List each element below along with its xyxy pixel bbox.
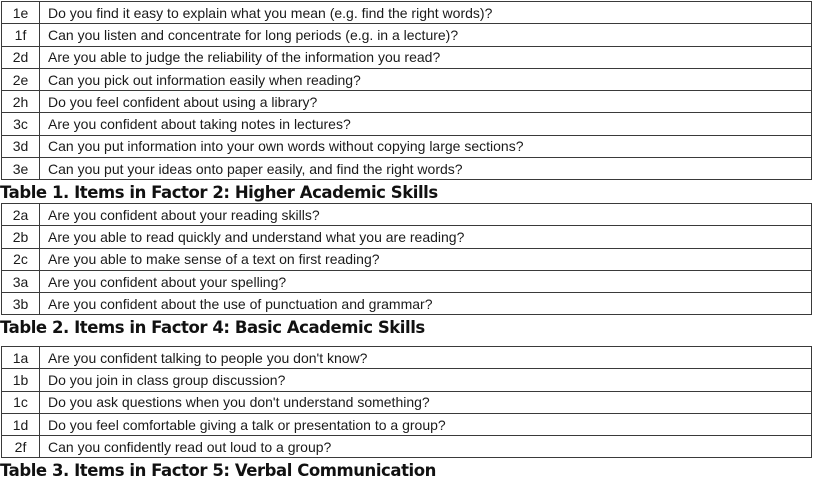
item-code: 3e	[2, 158, 40, 180]
table-row	[2, 135, 812, 157]
item-question: Do you ask questions when you don't understand something?	[40, 391, 812, 413]
table-row	[2, 91, 812, 113]
table-row	[2, 293, 812, 315]
item-code: 2b	[2, 226, 40, 248]
table-2-block	[0, 203, 812, 341]
table-1-block	[0, 1, 812, 206]
item-question: Do you feel confident about using a library?	[40, 91, 812, 113]
table-row	[2, 270, 812, 292]
item-code: 1a	[2, 347, 40, 369]
table-row	[2, 436, 812, 458]
table-row	[2, 158, 812, 180]
item-code: 2f	[2, 436, 40, 458]
item-code: 3c	[2, 113, 40, 135]
item-code: 1c	[2, 391, 40, 413]
item-question: Do you find it easy to explain what you mean (e.g. find the right words)?	[40, 2, 812, 24]
table-row	[2, 369, 812, 391]
item-question: Can you put information into your own words without copying large sections?	[40, 135, 812, 157]
item-question: Can you listen and concentrate for long periods (e.g. in a lecture)?	[40, 24, 812, 46]
item-question: Are you confident about the use of punctuation and grammar?	[40, 293, 812, 315]
table-row	[2, 347, 812, 369]
item-code: 2e	[2, 68, 40, 90]
item-question: Are you confident talking to people you don't know?	[40, 347, 812, 369]
item-code: 3b	[2, 293, 40, 315]
table-row	[2, 24, 812, 46]
item-code: 3a	[2, 270, 40, 292]
item-code: 2h	[2, 91, 40, 113]
item-code: 1b	[2, 369, 40, 391]
item-code: 2a	[2, 204, 40, 226]
factor-4-table	[1, 203, 812, 315]
item-question: Can you pick out information easily when reading?	[40, 68, 812, 90]
table-row	[2, 2, 812, 24]
item-question: Are you confident about your reading skills?	[40, 204, 812, 226]
item-code: 2d	[2, 46, 40, 68]
table-row	[2, 113, 812, 135]
item-question: Are you able to make sense of a text on first reading?	[40, 248, 812, 270]
table-2-caption: Table 2. Items in Factor 4: Basic Academic Skills	[0, 318, 425, 338]
item-question: Are you confident about your spelling?	[40, 270, 812, 292]
factor-2-table	[1, 1, 812, 180]
item-question: Are you able to read quickly and understand what you are reading?	[40, 226, 812, 248]
item-question: Do you join in class group discussion?	[40, 369, 812, 391]
table-row	[2, 46, 812, 68]
item-question: Are you able to judge the reliability of the information you read?	[40, 46, 812, 68]
table-1-caption: Table 1. Items in Factor 2: Higher Academic Skills	[0, 183, 438, 203]
item-code: 3d	[2, 135, 40, 157]
table-row	[2, 248, 812, 270]
table-3-block	[0, 346, 812, 484]
table-3-caption: Table 3. Items in Factor 5: Verbal Communication	[0, 461, 436, 481]
table-row	[2, 413, 812, 435]
table-row	[2, 226, 812, 248]
item-question: Are you confident about taking notes in lectures?	[40, 113, 812, 135]
item-code: 1f	[2, 24, 40, 46]
table-row	[2, 204, 812, 226]
item-question: Do you feel comfortable giving a talk or presentation to a group?	[40, 413, 812, 435]
item-question: Can you confidently read out loud to a group?	[40, 436, 812, 458]
item-code: 1e	[2, 2, 40, 24]
item-code: 2c	[2, 248, 40, 270]
factor-5-table	[1, 346, 812, 458]
table-row	[2, 391, 812, 413]
item-code: 1d	[2, 413, 40, 435]
table-row	[2, 68, 812, 90]
item-question: Can you put your ideas onto paper easily, and find the right words?	[40, 158, 812, 180]
